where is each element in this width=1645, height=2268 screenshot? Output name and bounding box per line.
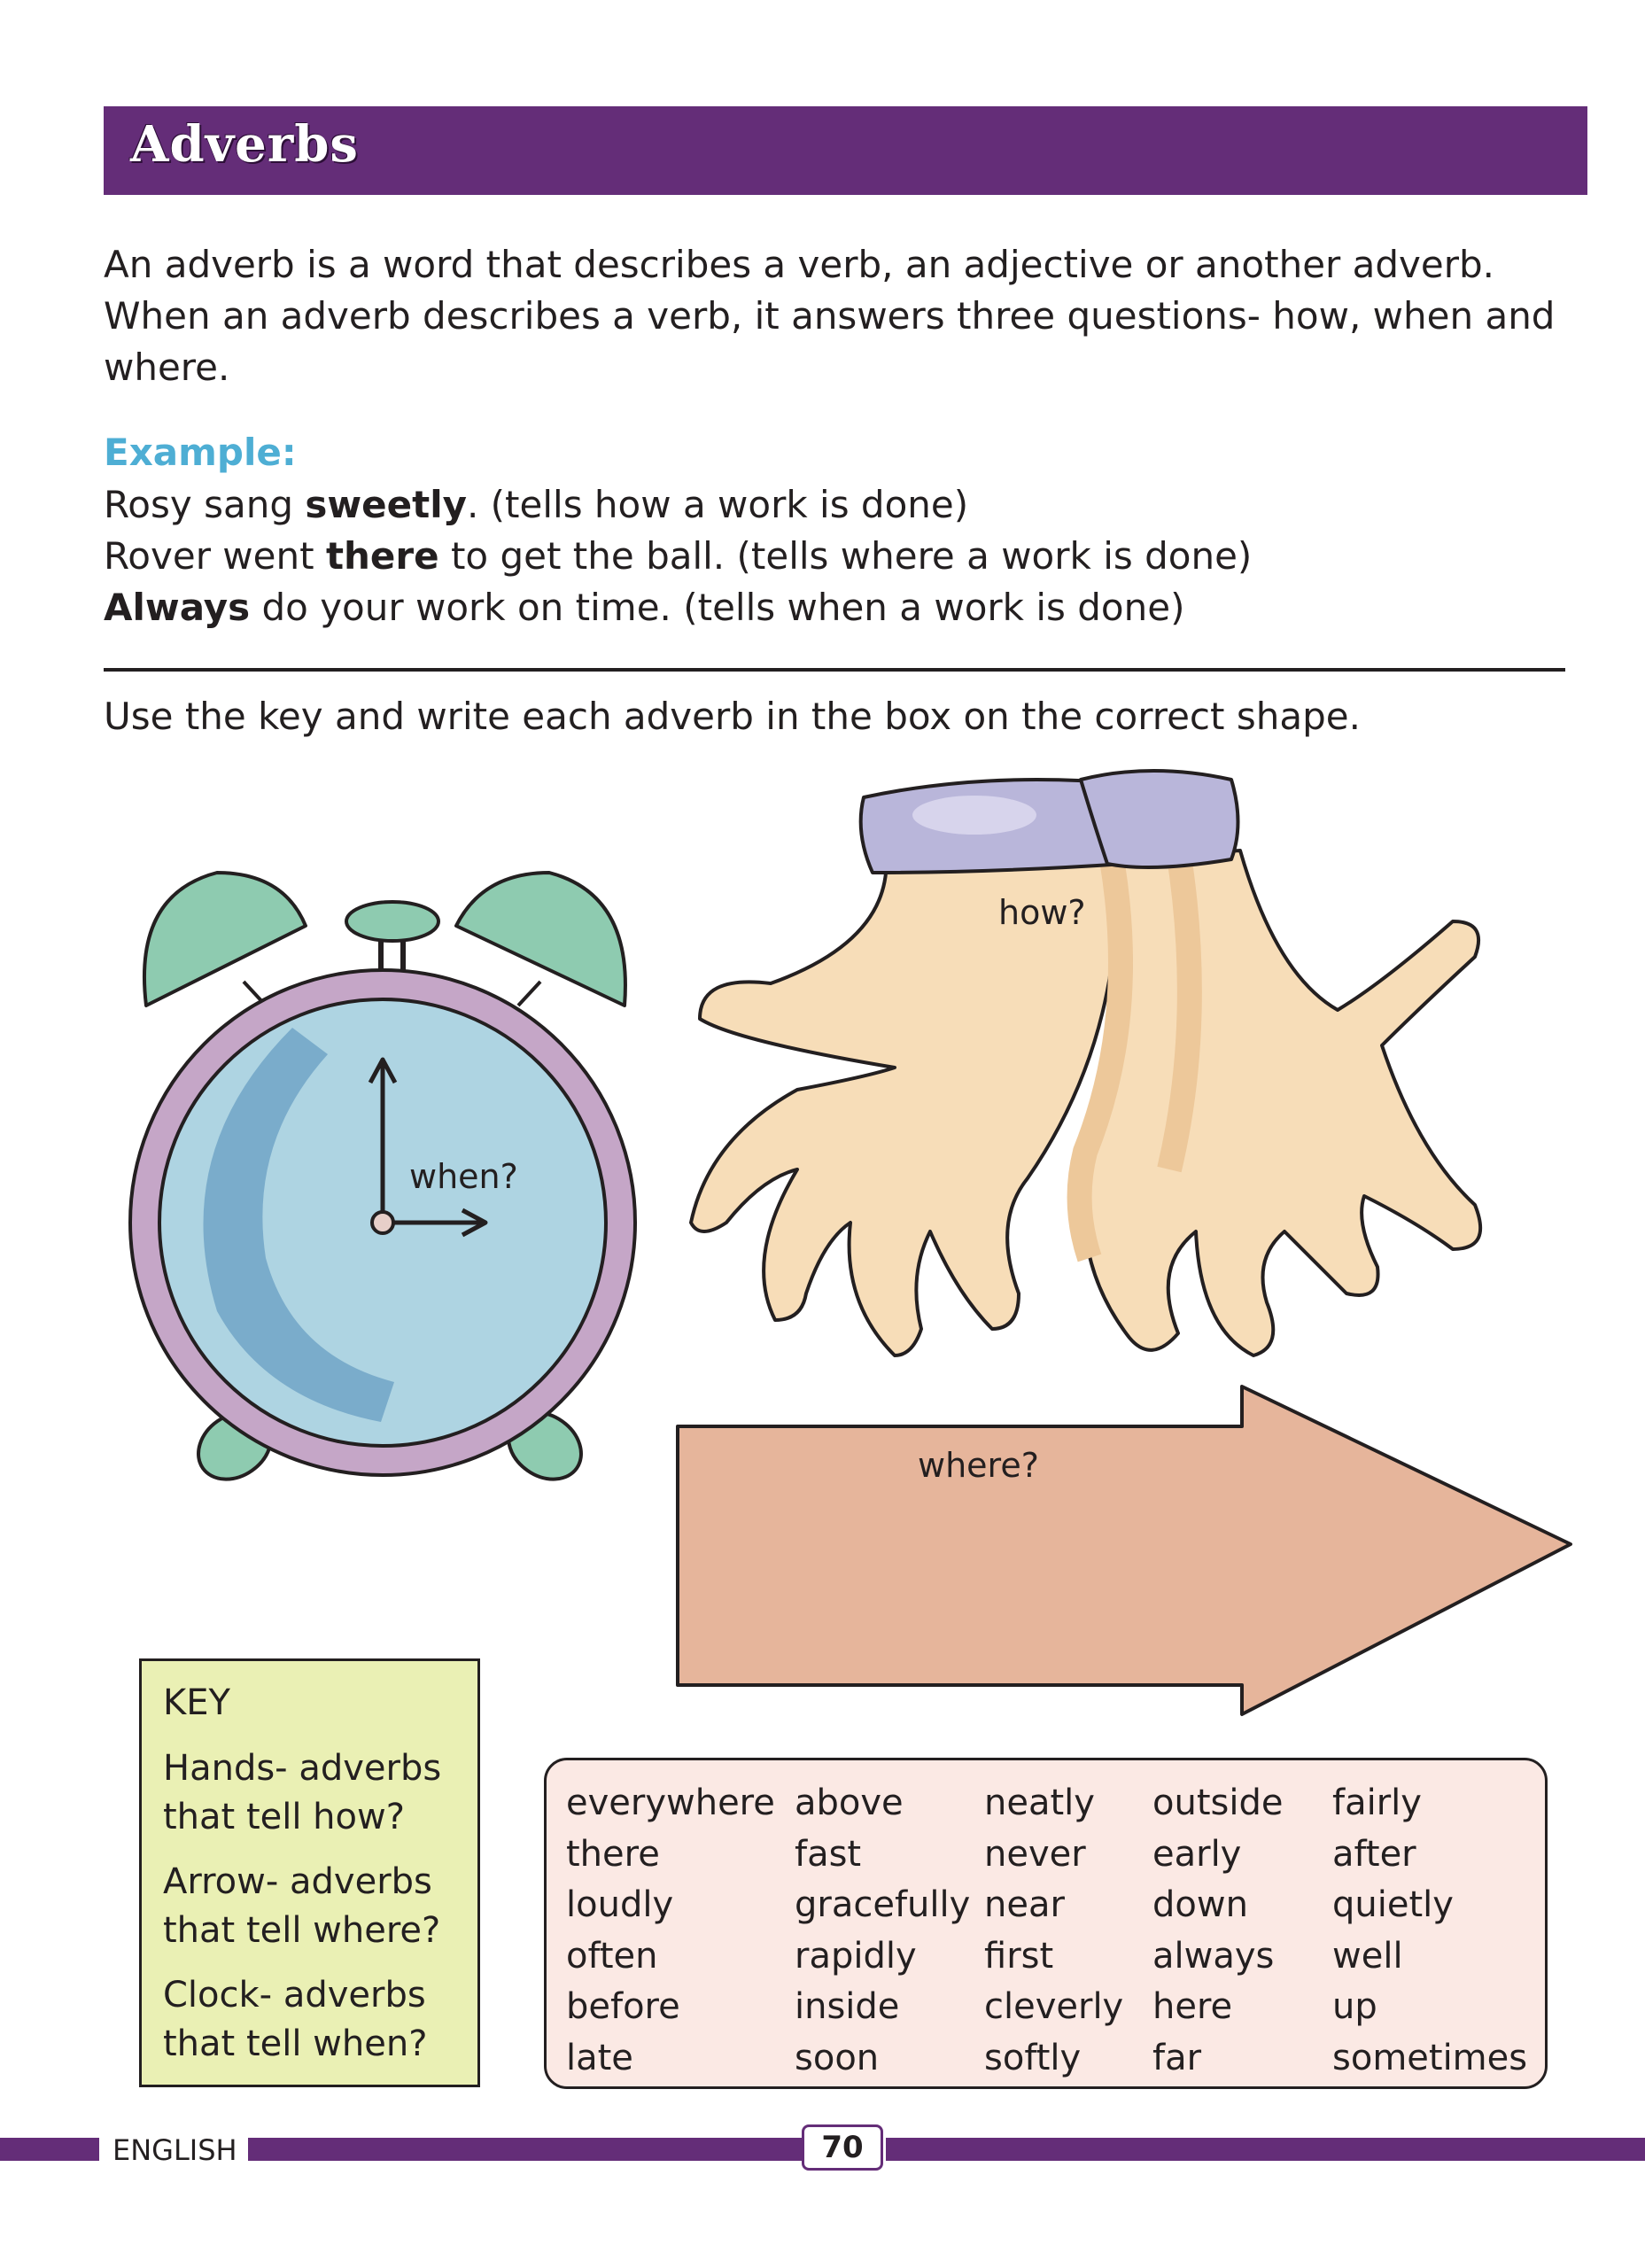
instruction-text: Use the key and write each adverb in the box on the correct shape. [104, 695, 1361, 738]
word: inside [795, 1986, 900, 2027]
word: always [1152, 1935, 1275, 1977]
word: up [1332, 1986, 1377, 2027]
word: well [1332, 1935, 1403, 1977]
word-column [795, 1778, 970, 2084]
footer-subject: ENGLISH [113, 2133, 237, 2167]
word: quietly [1332, 1884, 1454, 1925]
key-title: KEY [163, 1682, 230, 1723]
key-box [139, 1658, 480, 2087]
illustration-canvas [0, 762, 1645, 1736]
word: outside [1152, 1783, 1284, 1823]
word-bank [544, 1758, 1548, 2089]
word: early [1152, 1833, 1242, 1875]
example-label: Example: [104, 431, 297, 474]
example-line: Rosy sang sweetly. (tells how a work is done) [104, 483, 969, 526]
word: soon [795, 2037, 880, 2078]
word: down [1152, 1884, 1248, 1925]
page-title: Adverbs [130, 115, 359, 174]
word-column [984, 1778, 1123, 2084]
example-line: Rover went there to get the ball. (tells where a work is done) [104, 534, 1253, 578]
footer-bar [0, 2138, 99, 2161]
word: near [984, 1884, 1065, 1925]
word: often [566, 1935, 658, 1977]
alarm-clock-icon [130, 873, 635, 1493]
example-line: Always do your work on time. (tells when a work is done) [104, 586, 1185, 629]
key-item: Hands- adverbs that tell how? [163, 1748, 442, 1837]
word: never [984, 1833, 1086, 1875]
clock-label: when? [409, 1157, 518, 1196]
gloves-icon [691, 771, 1480, 1355]
arrow-label: where? [918, 1446, 1039, 1485]
intro-paragraph: An adverb is a word that describes a verb, an adjective or another adverb. When an adverb describes a verb, it answers three questions- how, when and where. [104, 243, 1556, 389]
word: there [566, 1833, 660, 1875]
footer-bar [248, 2138, 802, 2161]
word-column [1152, 1778, 1283, 2084]
word: after [1332, 1833, 1416, 1875]
word: gracefully [795, 1884, 971, 1925]
word: late [566, 2037, 633, 2078]
word: neatly [984, 1783, 1095, 1823]
title-banner [104, 106, 1587, 195]
word: cleverly [984, 1986, 1124, 2027]
word: far [1152, 2037, 1202, 2078]
word-column [566, 1778, 775, 2084]
word: first [984, 1935, 1054, 1977]
word: fast [795, 1833, 862, 1875]
page-number: 70 [802, 2124, 883, 2171]
gloves-label: how? [998, 893, 1086, 932]
section-divider [104, 668, 1565, 672]
word-column [1332, 1778, 1527, 2084]
word: before [566, 1986, 680, 2027]
word: loudly [566, 1884, 674, 1925]
key-item: Clock- adverbs that tell when? [163, 1975, 428, 2064]
word: softly [984, 2037, 1082, 2078]
word: fairly [1332, 1783, 1422, 1823]
word: rapidly [795, 1935, 917, 1977]
word: sometimes [1332, 2037, 1528, 2078]
arrow-shape-icon [678, 1386, 1571, 1714]
word: everywhere [566, 1783, 775, 1823]
word: above [795, 1783, 904, 1823]
footer-bar [886, 2138, 1645, 2161]
word: here [1152, 1986, 1233, 2027]
key-item: Arrow- adverbs that tell where? [163, 1861, 441, 1951]
